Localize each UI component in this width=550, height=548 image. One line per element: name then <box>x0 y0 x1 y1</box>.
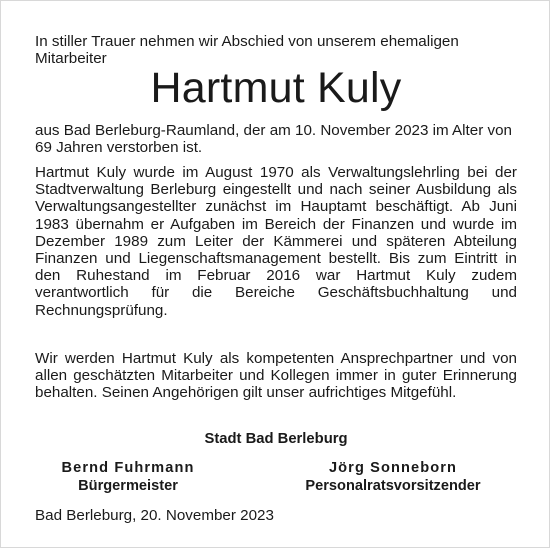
biography-text: Hartmut Kuly wurde im August 1970 als Verwaltungslehrling bei der Stadtverwaltung Berleburg eingestellt und nach seiner Ausbildung als Verwaltungsangestellter zunächst im Hauptamt beschäftigt. Ab Juni 1983 übernahm er Aufgaben im Bereich der Finanzen und wurde im Dezember 1989 zum Leiter der Kämmerei und späteren Abteilung Finanzen und Liegenschaftsmanagement bestellt. Bis zum Eintritt in den Ruhestand im Februar 2016 war Hartmut Kuly zudem verantwortlich für die Bereiche Geschäftsbuchhaltung und Rechnungsprüfung. <box>35 164 517 319</box>
origin-text: aus Bad Berleburg-Raumland, der am 10. November 2023 im Alter von 69 Jahren verstorben ist. <box>35 122 512 157</box>
intro-text: In stiller Trauer nehmen wir Abschied von unserem ehemaligen Mitarbeiter <box>35 33 459 68</box>
signatory-council-chair <box>263 460 523 495</box>
signatory-title: Bürgermeister <box>78 477 178 494</box>
signatory-mayor <box>0 460 258 495</box>
signatory-name: Bernd Fuhrmann <box>61 460 195 476</box>
deceased-name: Hartmut Kuly <box>150 64 402 112</box>
organization-name: Stadt Bad Berleburg <box>204 431 348 447</box>
place-date: Bad Berleburg, 20. November 2023 <box>35 507 274 524</box>
signatory-name: Jörg Sonneborn <box>328 460 458 476</box>
signatory-title: Personalratsvorsitzender <box>305 477 481 494</box>
thanks-text: Wir werden Hartmut Kuly als kompetenten Ansprechpartner und von allen geschätzten Mitarbeiter und Kollegen immer in guter Erinnerung behalten. Seinen Angehörigen gilt unser aufrichtiges Mitgefühl. <box>35 350 517 402</box>
